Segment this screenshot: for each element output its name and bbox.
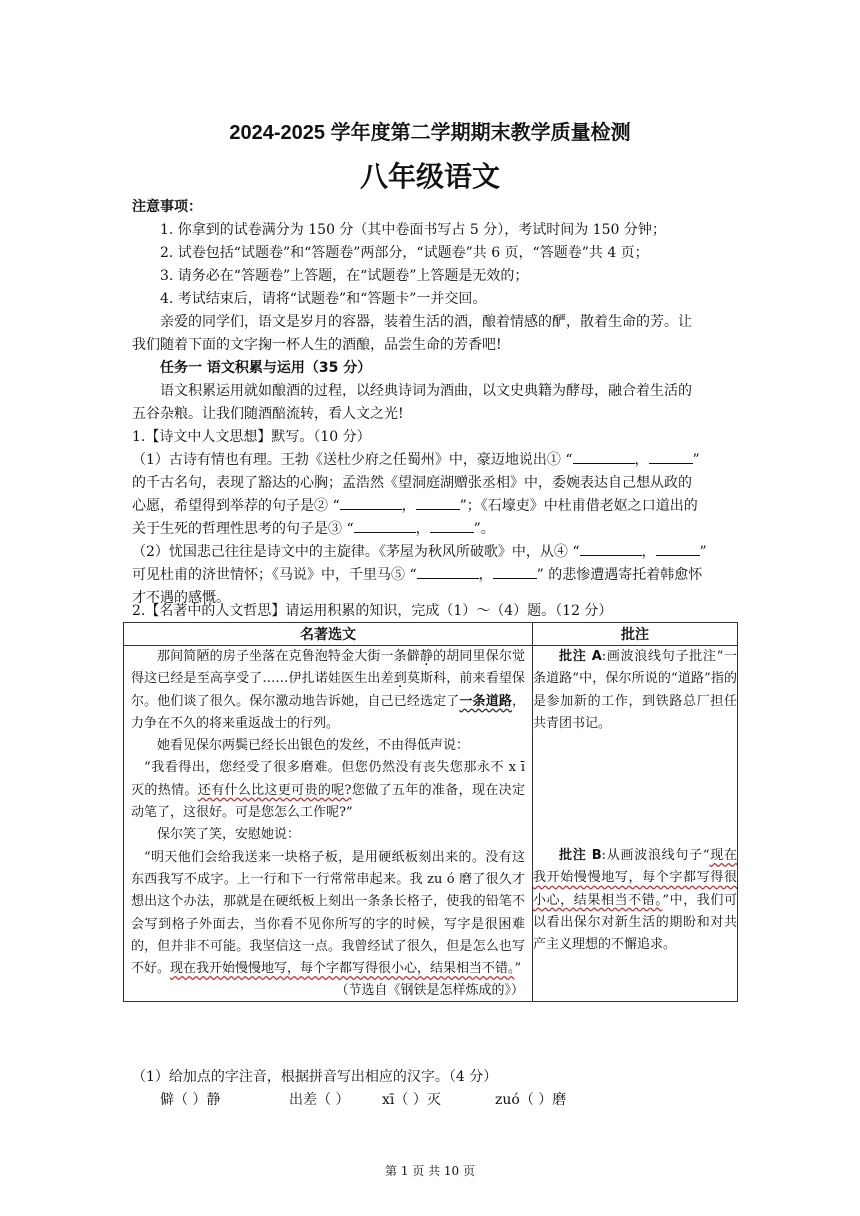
q2-sub1-item-1: 僻（ ）静: [160, 1092, 221, 1108]
page-footer: 第 1 页 共 10 页: [385, 1164, 475, 1178]
answer-blank[interactable]: [430, 518, 474, 533]
excerpt-cell: [124, 646, 533, 1002]
note-b: 批注 B:从画波浪线句子“现在我开始慢慢地写，每个字都写得很小心，结果相当不错。”中，我们可以看出保尔对新生活的期盼和对共产主义理想的不懈追求。: [533, 848, 737, 953]
task1-desc-2: 五谷杂粮。让我们随酒醅流转，看人文之光!: [132, 406, 404, 422]
q1-p2-line-b: 可见杜甫的济世情怀；《马说》中，千里马⑤ “ ， ” 的悲惨遭遇寄托着韩愈怀: [132, 564, 702, 586]
notice-item-4: 4. 考试结束后，请将“试题卷”和“答题卡”一并交回。: [160, 291, 487, 307]
answer-blank[interactable]: [354, 518, 416, 533]
col-header-notes: 批注: [533, 623, 738, 646]
answer-blank[interactable]: [580, 541, 642, 556]
answer-blank[interactable]: [340, 495, 402, 510]
q1-p1-line-c: 心愿，希望得到举荐的句子是② “ ， ”；《石壕吏》中杜甫借老妪之口道出的: [132, 495, 698, 517]
q1-p1-line-d: 关于生死的哲理性思考的句子是③ “ ， ”。: [132, 518, 495, 540]
q1-title: 1.【诗文中人文思想】默写。（10 分）: [132, 429, 371, 445]
q2-sub1: （1）给加点的字注音，根据拼音写出相应的汉字。（4 分）: [132, 1069, 498, 1085]
excerpt-para-1: 那间简陋的房子坐落在克鲁泡特金大街一条僻静的胡同里保尔觉得这已经是至高享受了……伊扎诺娃医生出差到莫斯科，前来看望保尔。他们谈了很久。保尔激动地告诉她，自己已经选定了一条道路，力争在不久的将来重返战士的行列。: [131, 649, 525, 731]
q2-sub1-item-3: xī（ ）灭: [382, 1092, 441, 1108]
notice-item-2: 2. 试卷包括“试题卷”和“答题卷”两部分，“试题卷”共 6 页，“答题卷”共 4 页；: [160, 245, 649, 261]
q2-title: 2.【名著中的人文哲思】请运用积累的知识，完成（1）～（4）题。（12 分）: [132, 603, 613, 619]
notes-cell: [533, 646, 738, 1002]
q1-p2-line-c: 才不遇的感慨。: [132, 590, 230, 606]
intro-line-1: 亲爱的同学们，语文是岁月的容器，装着生活的酒，酿着情感的酽，散着生命的芳。让: [160, 314, 692, 330]
answer-blank[interactable]: [656, 541, 700, 556]
novel-table: [123, 622, 738, 1002]
task1-heading: 任务一 语文积累与运用（35 分）: [160, 360, 372, 376]
subject-title: 八年级语文: [359, 160, 500, 193]
answer-blank[interactable]: [416, 495, 460, 510]
col-header-excerpt: 名著选文: [124, 623, 533, 646]
q1-p2-line-a: （2）忧国悲己往往是诗文中的主旋律。《茅屋为秋风所破歌》中，从④ “ ， ”: [132, 541, 707, 563]
dotted-char: 差: [380, 671, 394, 687]
note-a: 批注 A:画波浪线句子批注“一条道路”中，保尔所说的“道路”指的是参加新的工作，到铁路总厂担任共青团书记。: [533, 649, 738, 731]
answer-blank[interactable]: [649, 449, 693, 464]
answer-blank[interactable]: [493, 564, 537, 579]
excerpt-para-4: 保尔笑了笑，安慰她说：: [157, 827, 301, 843]
excerpt-source: （节选自《钢铁是怎样炼成的》）: [335, 983, 524, 999]
wavy-sentence: 现在我开始慢慢地写，每个字都写得很小心，结果相当不错。: [170, 961, 515, 977]
dotted-char: 僻: [406, 649, 420, 664]
highlight-phrase: 一条道路: [459, 693, 512, 709]
excerpt-para-3: “我看得出，您经受了很多磨难。但您仍然没有丧失您那永不 x ī 灭的热情。还有什么比这更可贵的呢?您做了五年的准备，现在决定动笔了，这很好。可是您怎么工作呢?”: [131, 760, 525, 821]
excerpt-para-2: 她看见保尔两鬓已经长出银色的发丝，不由得低声说：: [157, 738, 470, 754]
answer-blank[interactable]: [573, 449, 635, 464]
wavy-sentence: 还有什么比这更可贵的呢?: [197, 782, 352, 798]
intro-line-2: 我们随着下面的文字掬一杯人生的酒酿，品尝生命的芳香吧!: [132, 337, 502, 353]
q2-sub1-item-4: zuó（ ）磨: [495, 1092, 567, 1108]
answer-blank[interactable]: [417, 564, 479, 579]
q1-p1-line-b: 的千古名句，表现了豁达的心胸；孟浩然《望洞庭湖赠张丞相》中，委婉表达自己想从政的: [132, 475, 692, 491]
q1-p1-line-a: （1）古诗有情也有理。王勃《送杜少府之任蜀州》中，豪迈地说出① “ ， ”: [132, 449, 700, 471]
notice-item-1: 1. 你拿到的试卷满分为 150 分（其中卷面书写占 5 分），考试时间为 150 分钟；: [160, 222, 666, 238]
notice-item-3: 3. 请务必在“答题卷”上答题，在“试题卷”上答题是无效的；: [160, 268, 529, 284]
q2-sub1-item-2: 出差（ ）: [289, 1092, 350, 1108]
exam-title: 2024-2025 学年度第二学期期末教学质量检测: [229, 122, 631, 144]
task1-desc-1: 语文积累运用就如酿酒的过程，以经典诗词为酒曲，以文史典籍为酵母，融合着生活的: [160, 383, 692, 399]
excerpt-para-5: “明天他们会给我送来一块格子板，是用硬纸板刻出来的。没有这东西我写不成字。上一行和下一行常常串起来。我 zu ó 磨了很久才想出这个办法，那就是在硬纸板上刻出一条条长格子，使我的铅笔不会写到格子外面去，当你看不见你所写的字的时候，写字是很困难的，但并非不可能。我坚信这一点。我曾经试了很久，但是怎么也写不好。现在我开始慢慢地写，每个字都写得很小心，结果相当不错。”: [131, 849, 525, 977]
notice-heading: 注意事项：: [132, 199, 202, 215]
